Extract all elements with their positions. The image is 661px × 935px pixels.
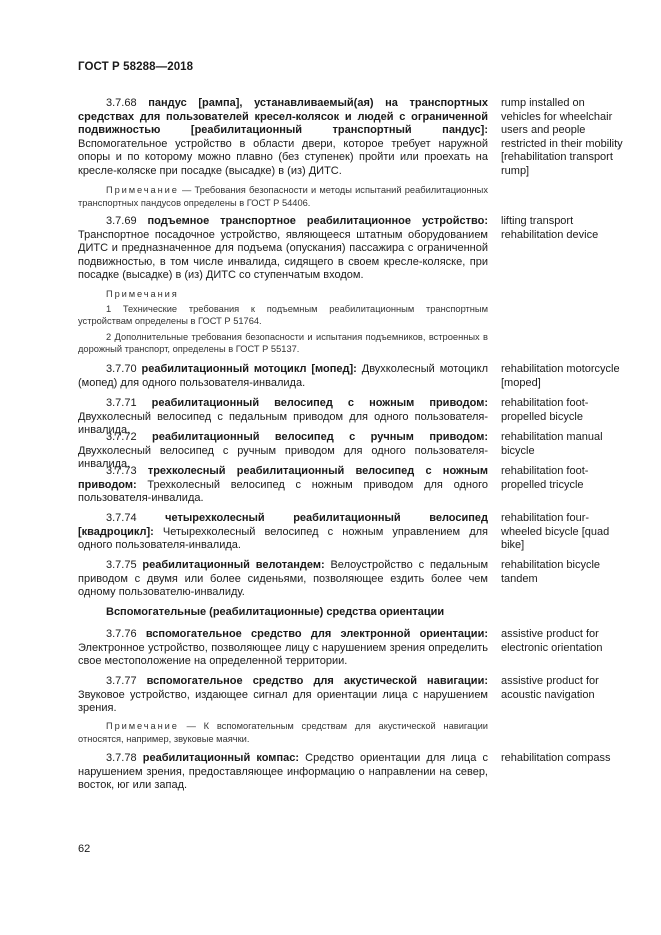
- english-equivalent: rehabilitation foot-propelled tricycle: [501, 465, 589, 491]
- note-item: 1 Технические требования к подъемным реабилитационным транспортным устройствам определены в ГОСТ Р 51764.: [78, 303, 488, 327]
- term-definition: Двухколесный мотоцикл (мопед) для одного пользователя-инвалида.: [78, 363, 488, 389]
- english-equivalent: rehabilitation motorcycle [moped]: [501, 363, 620, 389]
- term-definition: Двухколесный велосипед с педальным приводом для одного пользователя-инвалида.: [78, 410, 488, 437]
- term-number: 3.7.71: [106, 397, 152, 409]
- term-name: вспомогательное средство для электронной ориентации:: [145, 628, 488, 640]
- term-number: 3.7.68: [106, 97, 149, 109]
- note-3-7-68: [78, 184, 488, 209]
- term-number: 3.7.73: [106, 465, 148, 477]
- english-equivalent: rump installed on vehicles for wheelchair users and people restricted in their mobility [rehabilitation transport rump]: [501, 97, 623, 177]
- english-equivalent: rehabilitation four-wheeled bicycle [quad bike]: [501, 512, 610, 552]
- page-number: 62: [78, 843, 91, 855]
- notes-3-7-69: [78, 288, 488, 356]
- term-name: реабилитационный велосипед с ручным приводом:: [152, 431, 489, 443]
- term-entry-3-7-70: [78, 363, 488, 390]
- notes-label: Примечания: [106, 289, 179, 299]
- term-number: 3.7.76: [106, 628, 146, 640]
- term-definition: Трехколесный велосипед с ножным приводом для одного пользователя-инвалида.: [78, 478, 488, 505]
- term-name: реабилитационный велосипед с ножным приводом:: [151, 397, 488, 409]
- term-entry-3-7-77: [78, 675, 488, 716]
- note-label: Примечание: [106, 185, 179, 195]
- term-name: четырехколесный реабилитационный велосипед [квадроцикл]:: [78, 512, 488, 538]
- term-definition: Велоустройство с педальным приводом с двумя или более сиденьями, позволяющее ездить более чем одному пользователю-инвалиду.: [78, 559, 489, 599]
- term-name: трехколесный реабилитационный велосипед с ножным приводом:: [78, 465, 488, 491]
- term-number: 3.7.72: [106, 431, 153, 443]
- english-equivalent: assistive product for acoustic navigation: [501, 675, 599, 701]
- english-equivalent: rehabilitation foot-propelled bicycle: [501, 397, 589, 423]
- english-equivalent: assistive product for electronic orientation: [501, 628, 603, 654]
- note-label: Примечание: [106, 721, 179, 731]
- term-definition: Электронное устройство, позволяющее лицу с нарушением зрения определить свое местоположение на определенной территории.: [78, 641, 488, 668]
- term-entry-3-7-74: [78, 512, 488, 553]
- term-entry-3-7-75: [78, 559, 488, 600]
- term-entry-3-7-73: [78, 465, 488, 506]
- english-equivalent: rehabilitation bicycle tandem: [501, 559, 601, 585]
- term-definition: Транспортное посадочное устройство, являющееся штатным оборудованием ДИТС и предназначенное для подъема (опускания) пассажира с ограниченной подвижностью, в том числе инвалида, сидящего в своем кресле-коляске, при посадке (высадке) в (из) ДИТС со ступенчатым входом.: [78, 228, 488, 282]
- term-definition: Средство ориентации для лица с нарушением зрения, предоставляющее информацию о направлении на север, восток, юг или запад.: [78, 752, 489, 792]
- term-name: реабилитационный компас:: [142, 752, 299, 764]
- note-text: — Требования безопасности и методы испытаний реабилитационных транспортных пандусов определены в ГОСТ Р 54406.: [78, 185, 488, 208]
- term-entry-3-7-68: [78, 97, 488, 179]
- term-entry-3-7-69: [78, 215, 488, 283]
- english-equivalent: rehabilitation manual bicycle: [501, 431, 603, 457]
- document-header: ГОСТ Р 58288—2018: [78, 61, 194, 73]
- term-number: 3.7.70: [106, 363, 142, 375]
- section-subheading: Вспомогательные (реабилитационные) средства ориентации: [106, 606, 445, 618]
- term-number: 3.7.75: [106, 559, 143, 571]
- term-number: 3.7.78: [106, 752, 143, 764]
- term-entry-3-7-76: [78, 628, 488, 669]
- term-name: пандус [рампа], устанавливаемый(ая) на транспортных средствах для пользователей кресел-колясок и людей с ограниченной подвижностью [реабилитационный транспортный пандус]:: [78, 97, 489, 137]
- term-definition: Звуковое устройство, издающее сигнал для ориентации лица с нарушением зрения.: [78, 688, 488, 715]
- english-equivalent: rehabilitation compass: [501, 752, 611, 764]
- term-name: реабилитационный велотандем:: [142, 559, 325, 571]
- term-number: 3.7.69: [106, 215, 148, 227]
- term-number: 3.7.74: [106, 512, 166, 524]
- term-definition: Двухколесный велосипед с ручным приводом для одного пользователя-инвалида.: [78, 444, 488, 471]
- note-3-7-77: [78, 720, 488, 745]
- term-definition: Четырехколесный велосипед с ножным управлением для одного пользователя-инвалида.: [78, 525, 488, 552]
- term-entry-3-7-78: [78, 752, 488, 793]
- term-number: 3.7.77: [106, 675, 147, 687]
- term-name: реабилитационный мотоцикл [мопед]:: [141, 363, 357, 375]
- note-text: — К вспомогательным средствам для акустической навигации относятся, например, звуковые маячки.: [78, 721, 488, 744]
- term-name: подъемное транспортное реабилитационное устройство:: [147, 215, 488, 227]
- note-item: 2 Дополнительные требования безопасности и испытания подъемников, встроенных в дорожный транспорт, определены в ГОСТ Р 55137.: [78, 331, 488, 355]
- english-equivalent: lifting transport rehabilitation device: [501, 215, 599, 241]
- term-definition: Вспомогательное устройство в области двери, которое требует наружной опоры и по которому можно плавно (без ступенек) пройти или проехать на кресле-коляске при посадке (высадке) в (из) ДИТС.: [78, 137, 488, 177]
- term-name: вспомогательное средство для акустической навигации:: [146, 675, 488, 687]
